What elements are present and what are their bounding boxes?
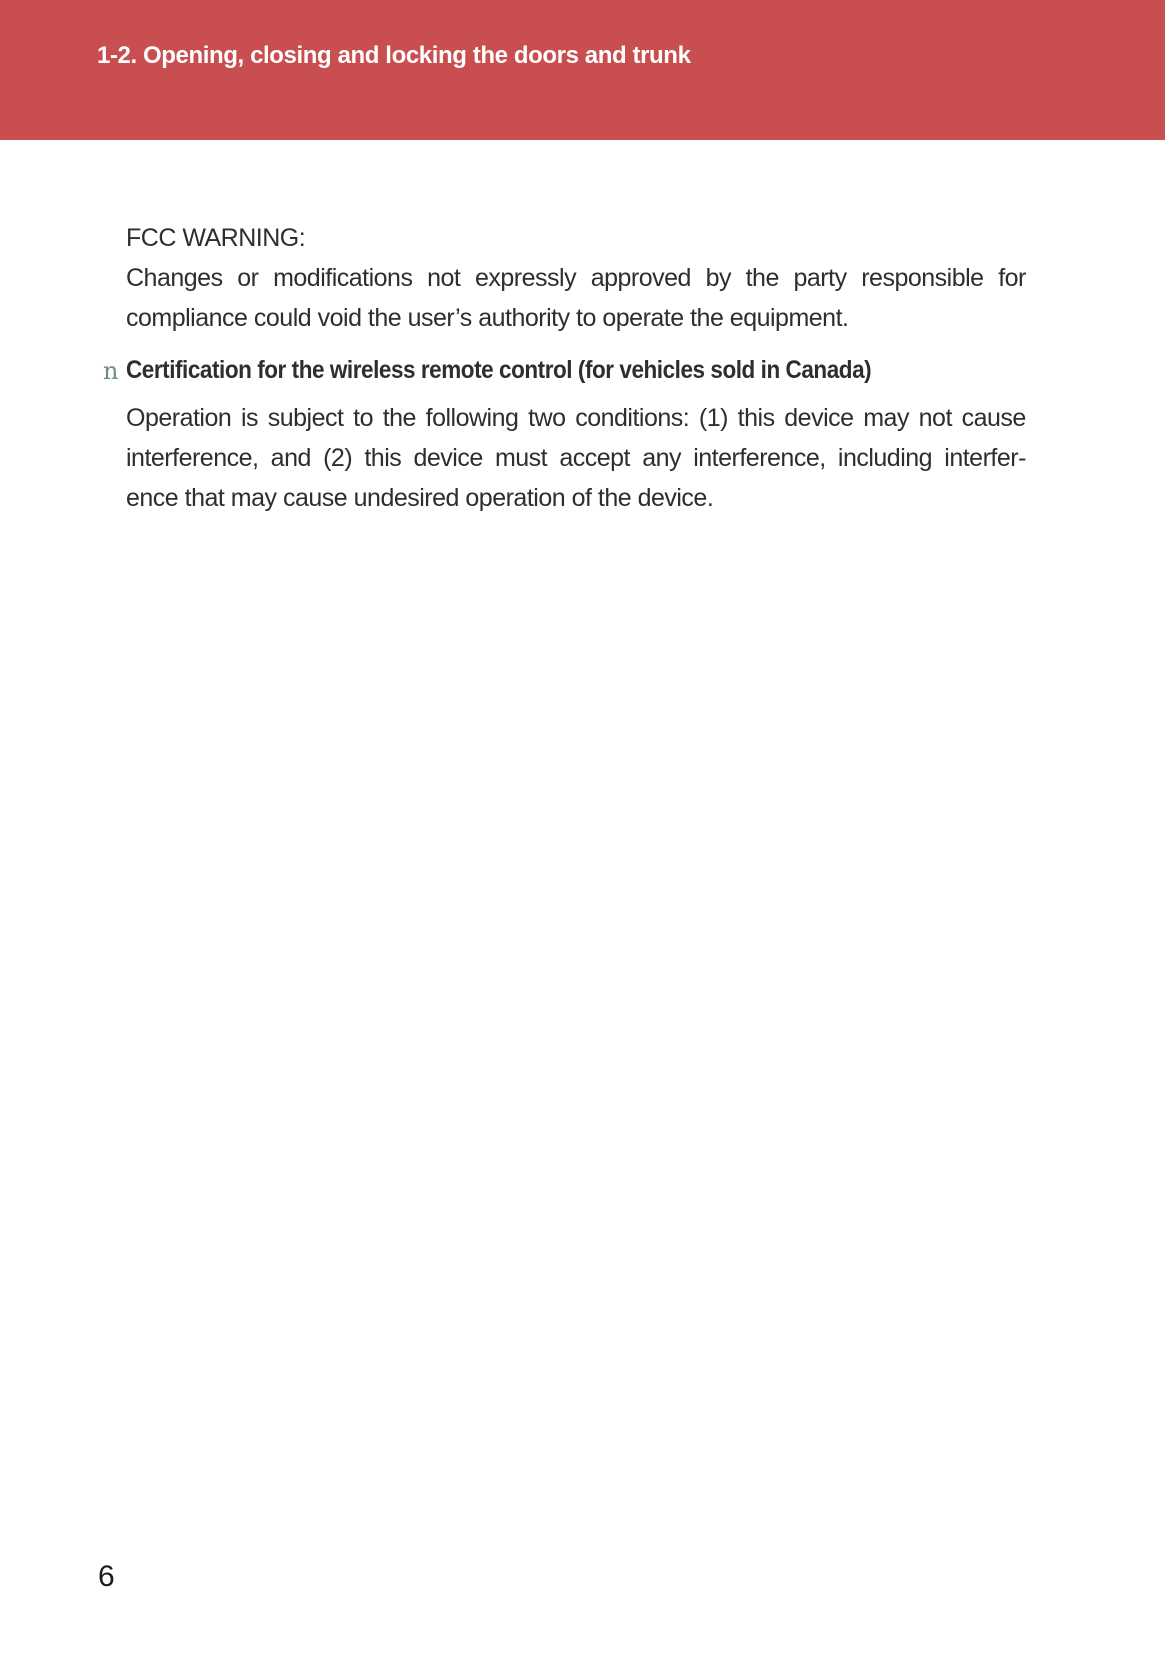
word: subject xyxy=(267,404,344,432)
word: by xyxy=(705,264,731,292)
word: conditions: xyxy=(575,404,690,432)
word: accept xyxy=(559,444,630,472)
word: interference, xyxy=(693,444,826,472)
word: two xyxy=(528,404,566,432)
paragraph-line xyxy=(126,398,1026,438)
paragraph xyxy=(126,258,1026,338)
word: device xyxy=(413,444,483,472)
paragraph xyxy=(126,398,1026,518)
chapter-title: 1-2. Opening, closing and locking the doors and trunk xyxy=(97,42,691,69)
word: device xyxy=(784,404,854,432)
chapter-header-bar xyxy=(0,0,1165,140)
word: to xyxy=(353,404,373,432)
word: (1) xyxy=(698,404,728,432)
word: Changes xyxy=(126,264,223,292)
section-heading-text: Certification for the wireless remote control (for vehicles sold in Canada) xyxy=(126,356,872,384)
paragraph-line: ence that may cause undesired operation of the device. xyxy=(126,484,714,512)
section-heading xyxy=(103,350,1026,390)
word: is xyxy=(240,404,259,432)
word: not xyxy=(427,264,461,292)
word: any xyxy=(642,444,682,472)
word: not xyxy=(918,404,952,432)
square-bullet-icon: n xyxy=(103,357,119,385)
word: the xyxy=(382,404,416,432)
page-number: 6 xyxy=(98,1560,115,1593)
word: for xyxy=(998,264,1026,292)
word: and xyxy=(270,444,311,472)
word: including xyxy=(837,444,933,472)
paragraph xyxy=(126,218,1026,258)
word: Operation xyxy=(126,404,232,432)
word: responsible xyxy=(861,264,984,292)
paragraph-line xyxy=(126,258,1026,298)
word: party xyxy=(793,264,847,292)
word: (2) xyxy=(323,444,353,472)
word: modifications xyxy=(273,264,413,292)
word: this xyxy=(364,444,402,472)
word: interference, xyxy=(126,444,259,472)
paragraph-line: compliance could void the user’s authority to operate the equipment. xyxy=(126,304,849,332)
word: interfer- xyxy=(944,444,1026,472)
paragraph-line: FCC WARNING: xyxy=(126,224,306,252)
word: approved xyxy=(590,264,691,292)
word: following xyxy=(425,404,519,432)
word: may xyxy=(863,404,909,432)
content-area xyxy=(103,140,1026,518)
paragraph-line xyxy=(126,438,1026,478)
word: or xyxy=(237,264,259,292)
word: cause xyxy=(961,404,1026,432)
word: must xyxy=(494,444,548,472)
word: this xyxy=(737,404,775,432)
word: the xyxy=(745,264,779,292)
word: expressly xyxy=(474,264,577,292)
